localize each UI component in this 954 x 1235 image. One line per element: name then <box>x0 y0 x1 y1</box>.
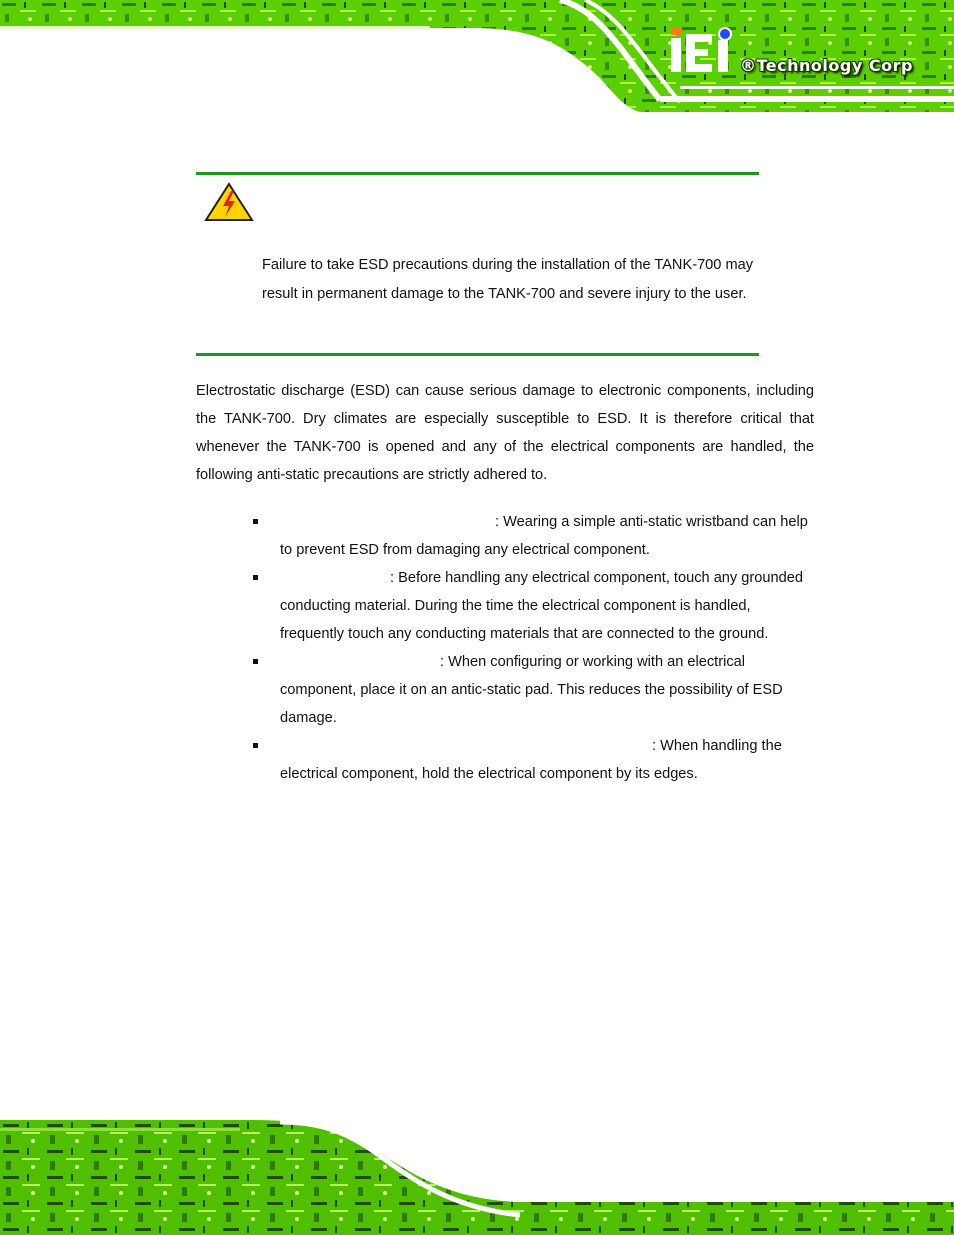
precautions-list <box>250 508 816 788</box>
precaution-item <box>250 732 816 788</box>
precaution-text: : Wearing a simple anti-static wristband can help to prevent ESD from damaging any electrical component. <box>280 514 808 558</box>
brand-logo <box>668 26 938 86</box>
precaution-text: : Before handling any electrical component, touch any grounded conducting material. During the time the electrical component is handled, frequently touch any conducting materials that are connected to the ground. <box>280 570 803 642</box>
bullet-marker <box>253 743 258 748</box>
precaution-item <box>250 648 816 732</box>
iei-logo-icon <box>668 26 738 76</box>
precaution-text: : When configuring or working with an electrical component, place it on an antic-static pad. This reduces the possibility of ESD damage. <box>280 654 783 726</box>
footer-banner <box>0 1120 954 1235</box>
precaution-item <box>250 564 816 648</box>
warning-text: Failure to take ESD precautions during the installation of the TANK-700 may result in permanent damage to the TANK-700 and severe injury to the user. <box>262 257 754 302</box>
bullet-marker <box>253 519 258 524</box>
warning-triangle-icon <box>204 182 254 222</box>
intro-paragraph: Electrostatic discharge (ESD) can cause serious damage to electronic components, including the TANK-700. Dry climates are especially susceptible to ESD. It is therefore critical that whenever the TANK-700 is opened and any of the electrical components are handled, the following anti-static precautions are strictly adhered to. <box>196 383 814 483</box>
warning-box <box>196 172 759 358</box>
brand-name: ®Technology Corp <box>740 56 913 75</box>
precaution-text: : When handling the electrical component, hold the electrical component by its edges. <box>280 738 782 782</box>
bullet-marker <box>253 659 258 664</box>
warning-rule-bottom <box>196 353 759 356</box>
precaution-item <box>250 508 816 564</box>
warning-rule-top <box>196 172 759 175</box>
bullet-marker <box>253 575 258 580</box>
